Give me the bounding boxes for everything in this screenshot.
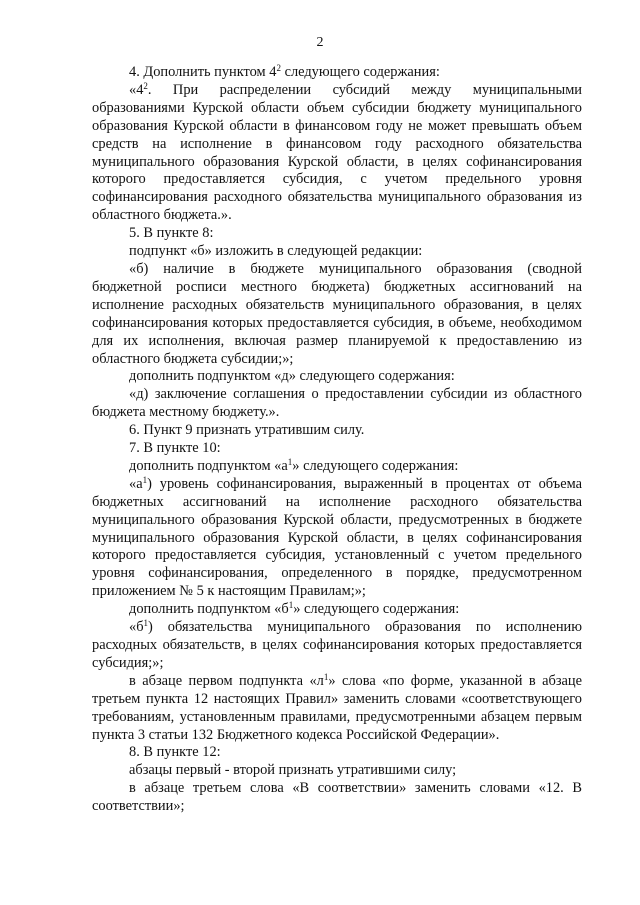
paragraph-subitem-b-text: «б) наличие в бюджете муниципального образования (сводной бюджетной росписи местного бюджета) бюджетных ассигнований на исполнение расходных обязательств муниципального образования, в целях софинансирования которых предоставляется субсидия, в объеме, необходимом для их исполнения, включая размер планируемой к предоставлению из областного бюджета субсидии;»;: [92, 260, 582, 367]
paragraph-item-4-2-text: «$4^2$. При распределении субсидий между муниципальными образованиями Курской области объем субсидии бюджету муниципального образования Курской области в финансовом году не может превышать объем средств на исполнение в финансовом году расходного обязательства муниципального образования Курской области, в целях софинансирования которого предоставляется субсидия, с учетом предельного уровня софинансирования расходного обязательства муниципального образования из областного бюджета.».: [92, 80, 582, 224]
paragraph-subitem-d-text: «д) заключение соглашения о предоставлении субсидии из областного бюджета местному бюджету.».: [92, 386, 582, 421]
paragraph-item-8-third: в абзаце третьем слова «В соответствии» заменить словами «12. В соответствии»;: [92, 780, 582, 815]
paragraph-subitem-b-intro: подпункт «б» изложить в следующей редакции:: [129, 243, 423, 260]
paragraph-subitem-l1-text: в абзаце первом подпункта «$л^1$» слова «по форме, указанной в абзаце третьем пункта 12 настоящих Правил» заменить словами «соответствующего требованиям, установленным правилами, предусмотренными абзацем первым пункта 3 статьи 132 Бюджетного кодекса Российской Федерации».: [92, 671, 583, 743]
paragraph-subitem-b1-intro: дополнить подпунктом «$б^1$» следующего содержания:: [129, 600, 460, 618]
paragraph-subitem-b1-text: «$б^1$) обязательства муниципального образования по исполнению расходных обязательств, в целях софинансирования которых предоставляется субсидия;»;: [92, 618, 582, 671]
paragraph-subitem-d-intro: дополнить подпунктом «д» следующего содержания:: [129, 368, 455, 385]
paragraph-item-8-first: абзацы первый - второй признать утратившими силу;: [129, 762, 457, 779]
paragraph-item-4: 4. Дополнить пунктом $4^2$ следующего содержания:: [129, 63, 440, 80]
paragraph-item-7: 7. В пункте 10:: [129, 440, 221, 457]
paragraph-item-5: 5. В пункте 8:: [129, 225, 214, 242]
document-body: [92, 64, 582, 816]
paragraph-item-6: 6. Пункт 9 признать утратившим силу.: [129, 422, 365, 439]
paragraph-item-8: 8. В пункте 12:: [129, 744, 221, 761]
paragraph-subitem-a1-text: «$а^1$) уровень софинансирования, выраженный в процентах от объема бюджетных ассигнований на исполнение расходного обязательства муниципального образования Курской области, предусмотренных в бюджете муниципального образования Курской области, в целях софинансирования которого предоставляется субсидия, установленный с учетом предельного уровня софинансирования, определенного в порядке, предусмотренном приложением № 5 к настоящим Правилам;»;: [92, 474, 582, 600]
page-number: 2: [316, 35, 324, 50]
paragraph-subitem-a1-intro: дополнить подпунктом «$а^1$» следующего содержания:: [129, 456, 459, 474]
